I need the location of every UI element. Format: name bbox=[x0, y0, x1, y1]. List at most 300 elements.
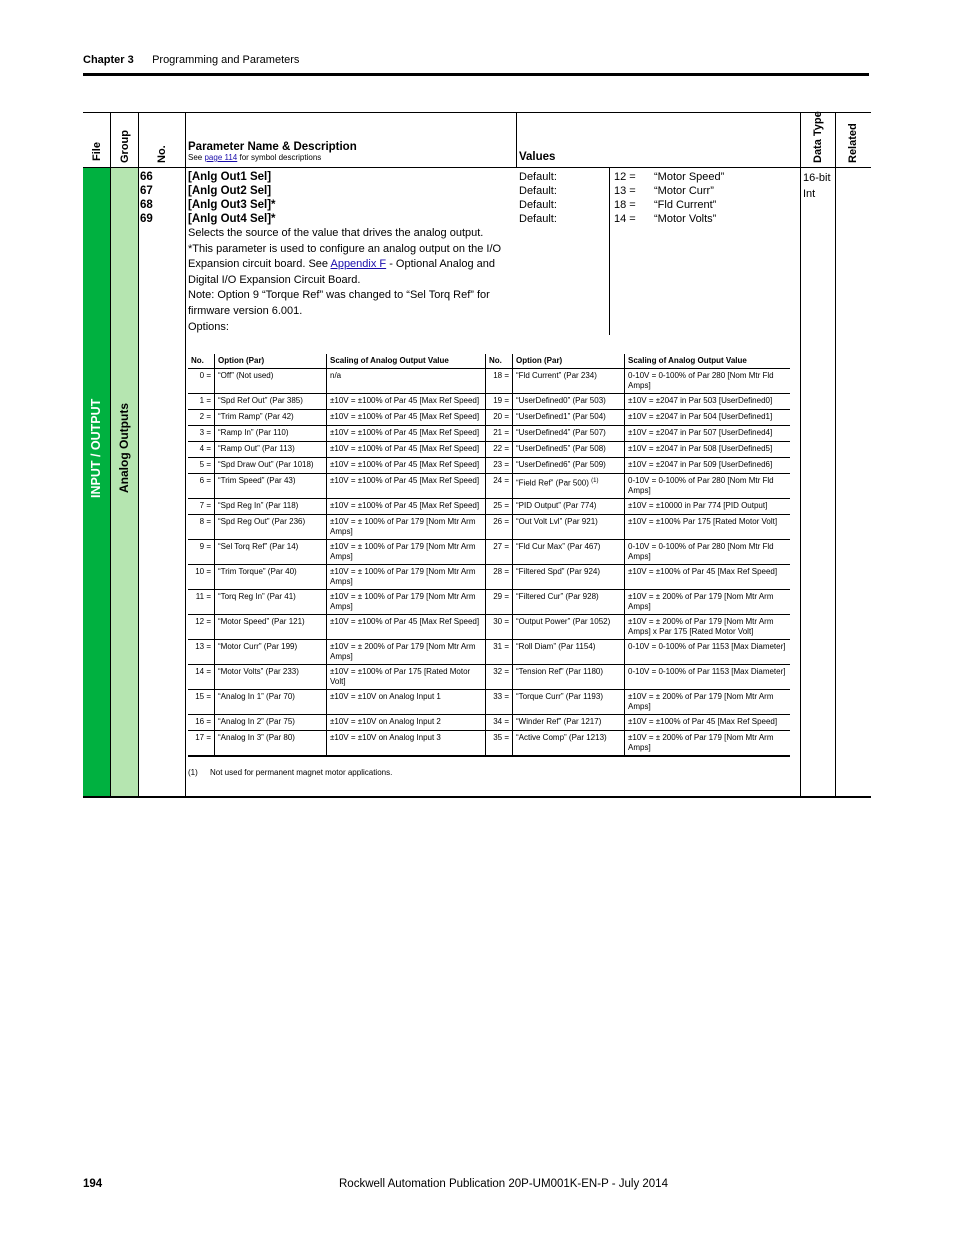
table-cell bbox=[625, 410, 791, 426]
table-cell bbox=[486, 458, 513, 474]
desc-text: - Optional Analog and Digital I/O Expansion Circuit Board. bbox=[188, 258, 495, 286]
default-val: “Motor Volts” bbox=[654, 213, 717, 225]
cell-text: 34 = bbox=[493, 717, 509, 726]
table-cell bbox=[513, 426, 625, 442]
table-cell bbox=[513, 540, 625, 565]
data-type-line: 16-bit bbox=[803, 172, 831, 184]
table-cell bbox=[513, 442, 625, 458]
param-name: [Anlg Out1 Sel] bbox=[188, 171, 272, 183]
cell-text: “Field Ref” (Par 500) bbox=[516, 478, 589, 488]
desc-expansion bbox=[188, 242, 518, 289]
table-cell bbox=[625, 515, 791, 540]
cell-text: ±10V = ±100% of Par 45 [Max Ref Speed] bbox=[330, 617, 480, 626]
desc-line: Selects the source of the value that drives the analog output. bbox=[188, 227, 484, 239]
table-cell bbox=[327, 515, 486, 540]
param-numbers bbox=[140, 170, 153, 226]
cell-text: “PID Output” (Par 774) bbox=[516, 501, 597, 510]
cell-text: 27 = bbox=[493, 542, 509, 551]
default-row bbox=[519, 170, 724, 184]
appendix-link[interactable]: Appendix F bbox=[330, 258, 387, 271]
table-row bbox=[188, 410, 790, 426]
table-cell bbox=[188, 458, 215, 474]
table-cell bbox=[625, 474, 791, 499]
cell-text: ±10V = ±100% of Par 45 [Max Ref Speed] bbox=[330, 396, 480, 405]
cell-text: ±10V = ± 100% of Par 179 [Nom Mtr Arm Amps] bbox=[330, 517, 476, 536]
cell-text: “Spd Draw Out” (Par 1018) bbox=[218, 460, 314, 469]
cell-text: 16 = bbox=[195, 717, 211, 726]
cell-text: 0-10V = 0-100% of Par 280 [Nom Mtr Fld Amps] bbox=[628, 371, 774, 390]
table-cell bbox=[486, 499, 513, 515]
table-cell bbox=[625, 565, 791, 590]
file-strip bbox=[83, 168, 110, 796]
footnote bbox=[188, 768, 392, 777]
table-row bbox=[188, 474, 790, 499]
param-name: [Anlg Out2 Sel] bbox=[188, 185, 272, 197]
table-cell bbox=[215, 474, 327, 499]
table-cell bbox=[625, 715, 791, 731]
table-cell bbox=[625, 426, 791, 442]
cell-text: “UserDefined5” (Par 508) bbox=[516, 444, 606, 453]
table-row bbox=[188, 665, 790, 690]
default-num: 18 = bbox=[614, 199, 636, 211]
cell-text: 0-10V = 0-100% of Par 1153 [Max Diameter] bbox=[628, 642, 786, 651]
cell-text: ±10V = ±100% of Par 45 [Max Ref Speed] bbox=[330, 412, 480, 421]
cell-text: 20 = bbox=[493, 412, 509, 421]
cell-text: ±10V = ± 200% of Par 179 [Nom Mtr Arm Amps] bbox=[628, 592, 774, 611]
th-scaling: Scaling of Analog Output Value bbox=[327, 354, 486, 369]
param-number: 69 bbox=[140, 213, 153, 225]
cell-text: 33 = bbox=[493, 692, 509, 701]
footnote-ref: (1) bbox=[591, 478, 599, 484]
table-cell bbox=[513, 474, 625, 499]
table-cell bbox=[215, 665, 327, 690]
cell-text: “Filtered Spd” (Par 924) bbox=[516, 567, 601, 576]
cell-text: ±10V = ± 200% of Par 179 [Nom Mtr Arm Amps] bbox=[628, 692, 774, 711]
table-cell bbox=[513, 565, 625, 590]
table-cell bbox=[625, 499, 791, 515]
table-cell bbox=[188, 474, 215, 499]
table-cell bbox=[625, 394, 791, 410]
table-cell bbox=[215, 715, 327, 731]
cell-text: 17 = bbox=[195, 733, 211, 742]
table-cell bbox=[513, 640, 625, 665]
table-row bbox=[188, 540, 790, 565]
col-file: File bbox=[91, 142, 103, 161]
default-row bbox=[519, 184, 724, 198]
table-cell bbox=[327, 731, 486, 757]
cell-text: “Out Volt Lvl” (Par 921) bbox=[516, 517, 598, 526]
cell-text: 22 = bbox=[493, 444, 509, 453]
desc-text: *This parameter is used to configure an analog output on the I/O Expansion circuit board. See bbox=[188, 242, 502, 271]
table-cell bbox=[215, 499, 327, 515]
page-number: 194 bbox=[83, 1178, 103, 1190]
desc-note: Note: Option 9 “Torque Ref” was changed to “Sel Torq Ref” for firmware version 6.001. bbox=[188, 289, 490, 317]
cell-text: “Winder Ref” (Par 1217) bbox=[516, 717, 602, 726]
options-header-row bbox=[188, 354, 790, 369]
table-cell bbox=[513, 615, 625, 640]
table-cell bbox=[188, 515, 215, 540]
cell-text: “Motor Volts” (Par 233) bbox=[218, 667, 299, 676]
cell-text: ±10V = ±2047 in Par 504 [UserDefined1] bbox=[628, 412, 773, 421]
cell-text: ±10V = ± 200% of Par 179 [Nom Mtr Arm Amps] bbox=[628, 733, 774, 752]
default-label: Default: bbox=[519, 185, 557, 197]
table-cell bbox=[215, 442, 327, 458]
table-cell bbox=[625, 665, 791, 690]
table-cell bbox=[188, 590, 215, 615]
table-cell bbox=[215, 615, 327, 640]
table-cell bbox=[215, 690, 327, 715]
table-cell bbox=[327, 690, 486, 715]
table-cell bbox=[625, 690, 791, 715]
cell-text: 25 = bbox=[493, 501, 509, 510]
table-cell bbox=[625, 540, 791, 565]
cell-text: ±10V = ± 200% of Par 179 [Nom Mtr Arm Amps] x Par 175 [Rated Motor Volt] bbox=[628, 617, 774, 636]
table-cell bbox=[625, 369, 791, 394]
col-no: No. bbox=[156, 145, 168, 163]
table-cell bbox=[215, 640, 327, 665]
default-label: Default: bbox=[519, 213, 557, 225]
cell-text: 26 = bbox=[493, 517, 509, 526]
table-cell bbox=[486, 715, 513, 731]
param-name: [Anlg Out3 Sel]* bbox=[188, 199, 276, 211]
table-cell bbox=[486, 515, 513, 540]
default-num: 14 = bbox=[614, 213, 636, 225]
divider bbox=[138, 113, 139, 796]
table-cell bbox=[327, 474, 486, 499]
cell-text: ±10V = ±100% of Par 45 [Max Ref Speed] bbox=[330, 460, 480, 469]
page-header bbox=[83, 54, 299, 66]
cell-text: 18 = bbox=[493, 371, 509, 380]
default-values bbox=[519, 170, 724, 226]
cell-text: “Ramp In” (Par 110) bbox=[218, 428, 289, 437]
cell-text: “Roll Diam” (Par 1154) bbox=[516, 642, 596, 651]
options-body bbox=[188, 369, 790, 757]
table-cell bbox=[327, 565, 486, 590]
table-cell bbox=[188, 442, 215, 458]
cell-text: “Filtered Cur” (Par 928) bbox=[516, 592, 599, 601]
table-cell bbox=[486, 731, 513, 757]
table-cell bbox=[513, 410, 625, 426]
cell-text: 12 = bbox=[195, 617, 211, 626]
cell-text: n/a bbox=[330, 371, 342, 380]
table-row bbox=[188, 442, 790, 458]
cell-text: ±10V = ±2047 in Par 508 [UserDefined5] bbox=[628, 444, 773, 453]
th-scaling: Scaling of Analog Output Value bbox=[625, 354, 791, 369]
table-cell bbox=[327, 369, 486, 394]
cell-text: ±10V = ±100% Par 175 [Rated Motor Volt] bbox=[628, 517, 778, 526]
table-row bbox=[188, 690, 790, 715]
header-divider bbox=[83, 167, 871, 168]
table-cell bbox=[188, 369, 215, 394]
cell-text: 9 = bbox=[199, 542, 211, 551]
group-strip bbox=[111, 168, 138, 796]
cell-text: “UserDefined1” (Par 504) bbox=[516, 412, 606, 421]
cell-text: ±10V = ±100% of Par 45 [Max Ref Speed] bbox=[330, 476, 480, 485]
table-cell bbox=[327, 665, 486, 690]
data-type-value bbox=[803, 170, 831, 202]
cell-text: ±10V = ±2047 in Par 509 [UserDefined6] bbox=[628, 460, 773, 469]
table-cell bbox=[327, 499, 486, 515]
table-cell bbox=[327, 615, 486, 640]
cell-text: “Active Comp” (Par 1213) bbox=[516, 733, 607, 742]
cell-text: “Off” (Not used) bbox=[218, 371, 274, 380]
cell-text: 5 = bbox=[199, 460, 211, 469]
cell-text: “Torq Reg In” (Par 41) bbox=[218, 592, 296, 601]
table-cell bbox=[327, 715, 486, 731]
cell-text: ±10V = ±100% of Par 45 [Max Ref Speed] bbox=[330, 428, 480, 437]
table-cell bbox=[513, 499, 625, 515]
divider bbox=[516, 113, 517, 167]
divider bbox=[800, 113, 801, 796]
cell-text: ±10V = ± 200% of Par 179 [Nom Mtr Arm Amps] bbox=[330, 642, 476, 661]
cell-text: 29 = bbox=[493, 592, 509, 601]
col-param-note bbox=[188, 153, 357, 162]
table-row bbox=[188, 615, 790, 640]
cell-text: 28 = bbox=[493, 567, 509, 576]
table-cell bbox=[513, 515, 625, 540]
table-cell bbox=[625, 640, 791, 665]
cell-text: ±10V = ±10V on Analog Input 1 bbox=[330, 692, 441, 701]
col-data-type: Data Type bbox=[812, 111, 824, 163]
desc-options: Options: bbox=[188, 320, 229, 333]
cell-text: “Output Power” (Par 1052) bbox=[516, 617, 611, 626]
param-description bbox=[188, 226, 518, 335]
table-row bbox=[188, 458, 790, 474]
table-cell bbox=[327, 426, 486, 442]
table-row bbox=[188, 590, 790, 615]
cell-text: 4 = bbox=[199, 444, 211, 453]
cell-text: “Analog In 1” (Par 70) bbox=[218, 692, 295, 701]
chapter-label: Chapter 3 bbox=[83, 54, 134, 66]
table-cell bbox=[513, 731, 625, 757]
table-cell bbox=[327, 442, 486, 458]
param-number: 66 bbox=[140, 171, 153, 183]
publication: Rockwell Automation Publication 20P-UM001K-EN-P - July 2014 bbox=[339, 1178, 668, 1190]
param-number: 67 bbox=[140, 185, 153, 197]
table-cell bbox=[188, 394, 215, 410]
th-no: No. bbox=[486, 354, 513, 369]
cell-text: 7 = bbox=[199, 501, 211, 510]
cell-text: 0-10V = 0-100% of Par 1153 [Max Diameter] bbox=[628, 667, 786, 676]
cell-text: 32 = bbox=[493, 667, 509, 676]
cell-text: “Spd Reg Out” (Par 236) bbox=[218, 517, 306, 526]
default-val: “Motor Speed” bbox=[654, 171, 725, 183]
data-type-line: Int bbox=[803, 188, 816, 200]
cell-text: ±10V = ± 100% of Par 179 [Nom Mtr Arm Amps] bbox=[330, 567, 476, 586]
cell-text: 3 = bbox=[199, 428, 211, 437]
table-cell bbox=[486, 690, 513, 715]
cell-text: 2 = bbox=[199, 412, 211, 421]
table-cell bbox=[486, 369, 513, 394]
table-cell bbox=[486, 474, 513, 499]
cell-text: “Ramp Out” (Par 113) bbox=[218, 444, 295, 453]
cell-text: “Torque Curr” (Par 1193) bbox=[516, 692, 603, 701]
section-title: Programming and Parameters bbox=[152, 54, 300, 66]
cell-text: “UserDefined4” (Par 507) bbox=[516, 428, 606, 437]
table-cell bbox=[625, 442, 791, 458]
cell-text: 0-10V = 0-100% of Par 280 [Nom Mtr Fld Amps] bbox=[628, 476, 774, 495]
cell-text: “Trim Speed” (Par 43) bbox=[218, 476, 296, 485]
file-label: INPUT / OUTPUT bbox=[89, 398, 103, 498]
table-cell bbox=[188, 715, 215, 731]
default-label: Default: bbox=[519, 199, 557, 211]
table-cell bbox=[188, 640, 215, 665]
table-cell bbox=[625, 615, 791, 640]
cell-text: ±10V = ±100% of Par 45 [Max Ref Speed] bbox=[628, 717, 778, 726]
table-row bbox=[188, 731, 790, 757]
cell-text: “UserDefined6” (Par 509) bbox=[516, 460, 606, 469]
table-cell bbox=[513, 715, 625, 731]
table-cell bbox=[486, 410, 513, 426]
cell-text: 23 = bbox=[493, 460, 509, 469]
cell-text: “Tension Ref” (Par 1180) bbox=[516, 667, 603, 676]
cell-text: 21 = bbox=[493, 428, 509, 437]
table-cell bbox=[513, 369, 625, 394]
cell-text: “Spd Reg In” (Par 118) bbox=[218, 501, 299, 510]
page-link[interactable]: page 114 bbox=[204, 153, 238, 162]
default-val: “Motor Curr” bbox=[654, 185, 714, 197]
table-cell bbox=[486, 426, 513, 442]
param-name: [Anlg Out4 Sel]* bbox=[188, 213, 276, 225]
cell-text: 10 = bbox=[195, 567, 211, 576]
cell-text: 24 = bbox=[493, 476, 509, 485]
table-cell bbox=[486, 590, 513, 615]
group-label: Analog Outputs bbox=[117, 403, 131, 493]
table-cell bbox=[486, 615, 513, 640]
table-row bbox=[188, 394, 790, 410]
cell-text: ±10V = ±2047 in Par 503 [UserDefined0] bbox=[628, 396, 773, 405]
cell-text: ±10V = ±10V on Analog Input 2 bbox=[330, 717, 441, 726]
table-cell bbox=[513, 690, 625, 715]
footnote-text: Not used for permanent magnet motor applications. bbox=[210, 768, 393, 777]
cell-text: 0 = bbox=[199, 371, 211, 380]
cell-text: 0-10V = 0-100% of Par 280 [Nom Mtr Fld Amps] bbox=[628, 542, 774, 561]
cell-text: ±10V = ±10V on Analog Input 3 bbox=[330, 733, 441, 742]
table-cell bbox=[188, 410, 215, 426]
parameter-table bbox=[83, 112, 871, 798]
table-cell bbox=[486, 665, 513, 690]
table-cell bbox=[513, 590, 625, 615]
note-prefix: See bbox=[188, 153, 205, 162]
table-cell bbox=[625, 590, 791, 615]
table-cell bbox=[215, 394, 327, 410]
default-val: “Fld Current” bbox=[654, 199, 717, 211]
table-cell bbox=[188, 426, 215, 442]
table-cell bbox=[486, 640, 513, 665]
header-rule bbox=[83, 73, 869, 76]
note-suffix: for symbol descriptions bbox=[237, 153, 322, 162]
table-cell bbox=[188, 615, 215, 640]
param-number: 68 bbox=[140, 199, 153, 211]
table-cell bbox=[188, 731, 215, 757]
cell-text: 35 = bbox=[493, 733, 509, 742]
table-cell bbox=[625, 731, 791, 757]
cell-text: “UserDefined0” (Par 503) bbox=[516, 396, 606, 405]
cell-text: “Analog In 2” (Par 75) bbox=[218, 717, 295, 726]
table-cell bbox=[513, 394, 625, 410]
cell-text: ±10V = ±10000 in Par 774 [PID Output] bbox=[628, 501, 768, 510]
default-row bbox=[519, 198, 724, 212]
cell-text: 11 = bbox=[195, 592, 211, 601]
cell-text: ±10V = ±100% of Par 45 [Max Ref Speed] bbox=[330, 444, 480, 453]
divider bbox=[185, 113, 186, 796]
table-cell bbox=[486, 394, 513, 410]
cell-text: “Trim Ramp” (Par 42) bbox=[218, 412, 294, 421]
table-cell bbox=[327, 590, 486, 615]
table-cell bbox=[188, 499, 215, 515]
cell-text: “Motor Speed” (Par 121) bbox=[218, 617, 305, 626]
cell-text: ±10V = ± 100% of Par 179 [Nom Mtr Arm Amps] bbox=[330, 592, 476, 611]
table-cell bbox=[513, 665, 625, 690]
table-row bbox=[188, 499, 790, 515]
th-option: Option (Par) bbox=[215, 354, 327, 369]
th-no: No. bbox=[188, 354, 215, 369]
table-row bbox=[188, 715, 790, 731]
cell-text: “Fld Current” (Par 234) bbox=[516, 371, 597, 380]
cell-text: “Trim Torque” (Par 40) bbox=[218, 567, 297, 576]
table-cell bbox=[327, 394, 486, 410]
cell-text: 19 = bbox=[493, 396, 509, 405]
table-cell bbox=[188, 540, 215, 565]
cell-text: ±10V = ±100% of Par 45 [Max Ref Speed] bbox=[330, 501, 480, 510]
table-cell bbox=[625, 458, 791, 474]
col-values: Values bbox=[519, 151, 556, 163]
table-cell bbox=[513, 458, 625, 474]
cell-text: 15 = bbox=[195, 692, 211, 701]
footnote-marker: (1) bbox=[188, 768, 198, 777]
table-cell bbox=[486, 565, 513, 590]
cell-text: 13 = bbox=[195, 642, 211, 651]
col-param bbox=[188, 141, 357, 162]
table-cell bbox=[215, 458, 327, 474]
table-row bbox=[188, 640, 790, 665]
param-names bbox=[188, 170, 276, 226]
cell-text: 14 = bbox=[195, 667, 211, 676]
cell-text: 30 = bbox=[493, 617, 509, 626]
table-cell bbox=[188, 665, 215, 690]
col-group: Group bbox=[119, 130, 131, 163]
options-table bbox=[188, 354, 790, 757]
cell-text: ±10V = ±2047 in Par 507 [UserDefined4] bbox=[628, 428, 773, 437]
table-cell bbox=[327, 540, 486, 565]
table-cell bbox=[327, 640, 486, 665]
table-cell bbox=[215, 410, 327, 426]
table-cell bbox=[215, 515, 327, 540]
cell-text: 6 = bbox=[199, 476, 211, 485]
cell-text: ±10V = ±100% of Par 45 [Max Ref Speed] bbox=[628, 567, 778, 576]
cell-text: ±10V = ±100% of Par 175 [Rated Motor Volt] bbox=[330, 667, 471, 686]
default-row bbox=[519, 212, 724, 226]
table-row bbox=[188, 426, 790, 442]
table-cell bbox=[188, 565, 215, 590]
table-cell bbox=[215, 590, 327, 615]
table-cell bbox=[215, 731, 327, 757]
cell-text: ±10V = ± 100% of Par 179 [Nom Mtr Arm Amps] bbox=[330, 542, 476, 561]
table-cell bbox=[188, 690, 215, 715]
table-cell bbox=[215, 369, 327, 394]
cell-text: “Spd Ref Out” (Par 385) bbox=[218, 396, 303, 405]
table-cell bbox=[327, 410, 486, 426]
cell-text: “Sel Torq Ref” (Par 14) bbox=[218, 542, 299, 551]
table-cell bbox=[486, 442, 513, 458]
table-cell bbox=[215, 565, 327, 590]
divider bbox=[835, 113, 836, 796]
default-num: 12 = bbox=[614, 171, 636, 183]
table-row bbox=[188, 565, 790, 590]
default-num: 13 = bbox=[614, 185, 636, 197]
cell-text: “Motor Curr” (Par 199) bbox=[218, 642, 298, 651]
th-option: Option (Par) bbox=[513, 354, 625, 369]
